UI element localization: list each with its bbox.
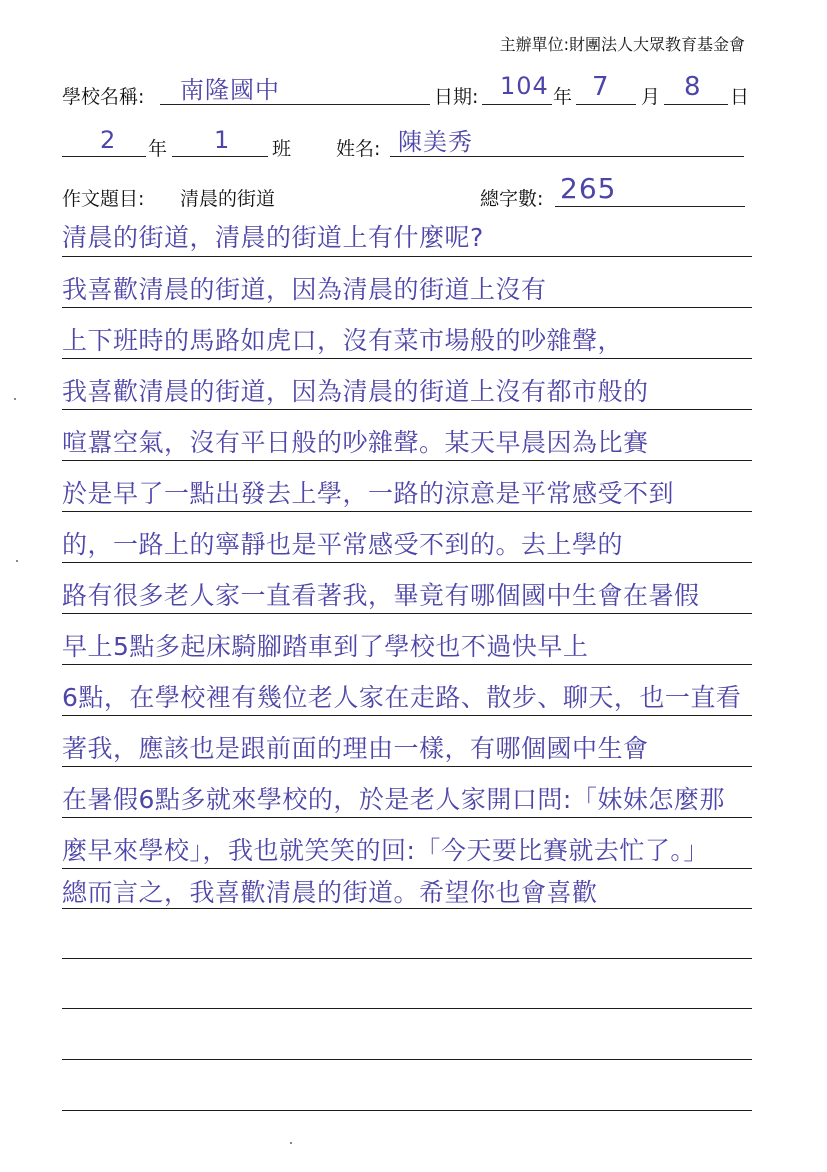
day-value: 8	[684, 72, 702, 102]
school-underline	[160, 104, 430, 105]
ruled-line	[62, 460, 752, 461]
essay-line-9: 早上5點多起床騎腳踏車到了學校也不過快早上	[62, 632, 589, 661]
class-underline	[172, 156, 268, 157]
day-unit: 日	[730, 86, 750, 108]
school-label: 學校名稱:	[62, 86, 145, 108]
name-underline	[390, 156, 744, 157]
scan-speck	[14, 398, 16, 400]
wordcount-label: 總字數:	[480, 188, 544, 210]
ruled-line	[62, 1110, 752, 1111]
essay-line-2: 我喜歡清晨的街道，因為清晨的街道上沒有	[62, 275, 547, 304]
grade-underline	[62, 156, 146, 157]
essay-line-1: 清晨的街道，清晨的街道上有什麼呢?	[62, 223, 484, 252]
month-value: 7	[592, 72, 610, 102]
ruled-line	[62, 358, 752, 359]
topic-label: 作文題目:	[62, 188, 145, 210]
month-unit: 月	[641, 86, 661, 108]
day-underline	[664, 104, 728, 105]
topic-value: 清晨的街道	[180, 188, 276, 210]
essay-line-14: 總而言之，我喜歡清晨的街道。希望你也會喜歡	[62, 878, 598, 907]
ruled-line	[62, 256, 752, 257]
year-value: 104	[500, 72, 549, 100]
essay-line-4: 我喜歡清晨的街道，因為清晨的街道上沒有都市般的	[62, 377, 649, 406]
ruled-line	[62, 766, 752, 767]
ruled-line	[62, 958, 752, 959]
scan-speck	[16, 560, 18, 562]
essay-line-12: 在暑假6點多就來學校的，於是老人家開口問:「妹妹怎麼那	[62, 785, 725, 814]
name-value: 陳美秀	[398, 128, 473, 156]
ruled-line	[62, 1008, 752, 1009]
essay-line-5: 喧囂空氣，沒有平日般的吵雜聲。某天早晨因為比賽	[62, 428, 649, 457]
wordcount-value: 265	[560, 172, 617, 205]
ruled-line	[62, 511, 752, 512]
ruled-line	[62, 613, 752, 614]
grade-unit: 年	[148, 138, 168, 160]
ruled-line	[62, 715, 752, 716]
year-unit: 年	[553, 86, 573, 108]
essay-line-7: 的，一路上的寧靜也是平常感受不到的。去上學的	[62, 530, 624, 559]
essay-line-3: 上下班時的馬路如虎口，沒有菜市場般的吵雜聲，	[62, 326, 624, 355]
year-underline	[482, 104, 552, 105]
organizer-text: 主辦單位:財團法人大眾教育基金會	[499, 35, 745, 54]
ruled-line	[62, 562, 752, 563]
class-unit: 班	[272, 138, 292, 160]
essay-line-6: 於是早了一點出發去上學，一路的涼意是平常感受不到	[62, 479, 675, 508]
ruled-line	[62, 817, 752, 818]
wordcount-underline	[555, 206, 745, 207]
ruled-line	[62, 868, 752, 869]
grade-value: 2	[100, 126, 117, 154]
month-underline	[576, 104, 636, 105]
ruled-line	[62, 409, 752, 410]
essay-line-11: 著我，應該也是跟前面的理由一樣，有哪個國中生會	[62, 734, 649, 763]
school-value: 南隆國中	[180, 76, 280, 104]
ruled-line	[62, 664, 752, 665]
scan-speck	[290, 1142, 292, 1144]
essay-line-13: 麼早來學校」，我也就笑笑的回:「今天要比賽就去忙了。」	[62, 836, 709, 865]
essay-line-10: 6點，在學校裡有幾位老人家在走路、散步、聊天，也一直看	[62, 683, 742, 712]
date-label: 日期:	[434, 86, 479, 108]
ruled-line	[62, 1059, 752, 1060]
ruled-line	[62, 307, 752, 308]
name-label: 姓名:	[336, 138, 381, 160]
class-value: 1	[214, 126, 231, 154]
essay-line-8: 路有很多老人家一直看著我，畢竟有哪個國中生會在暑假	[62, 581, 700, 610]
